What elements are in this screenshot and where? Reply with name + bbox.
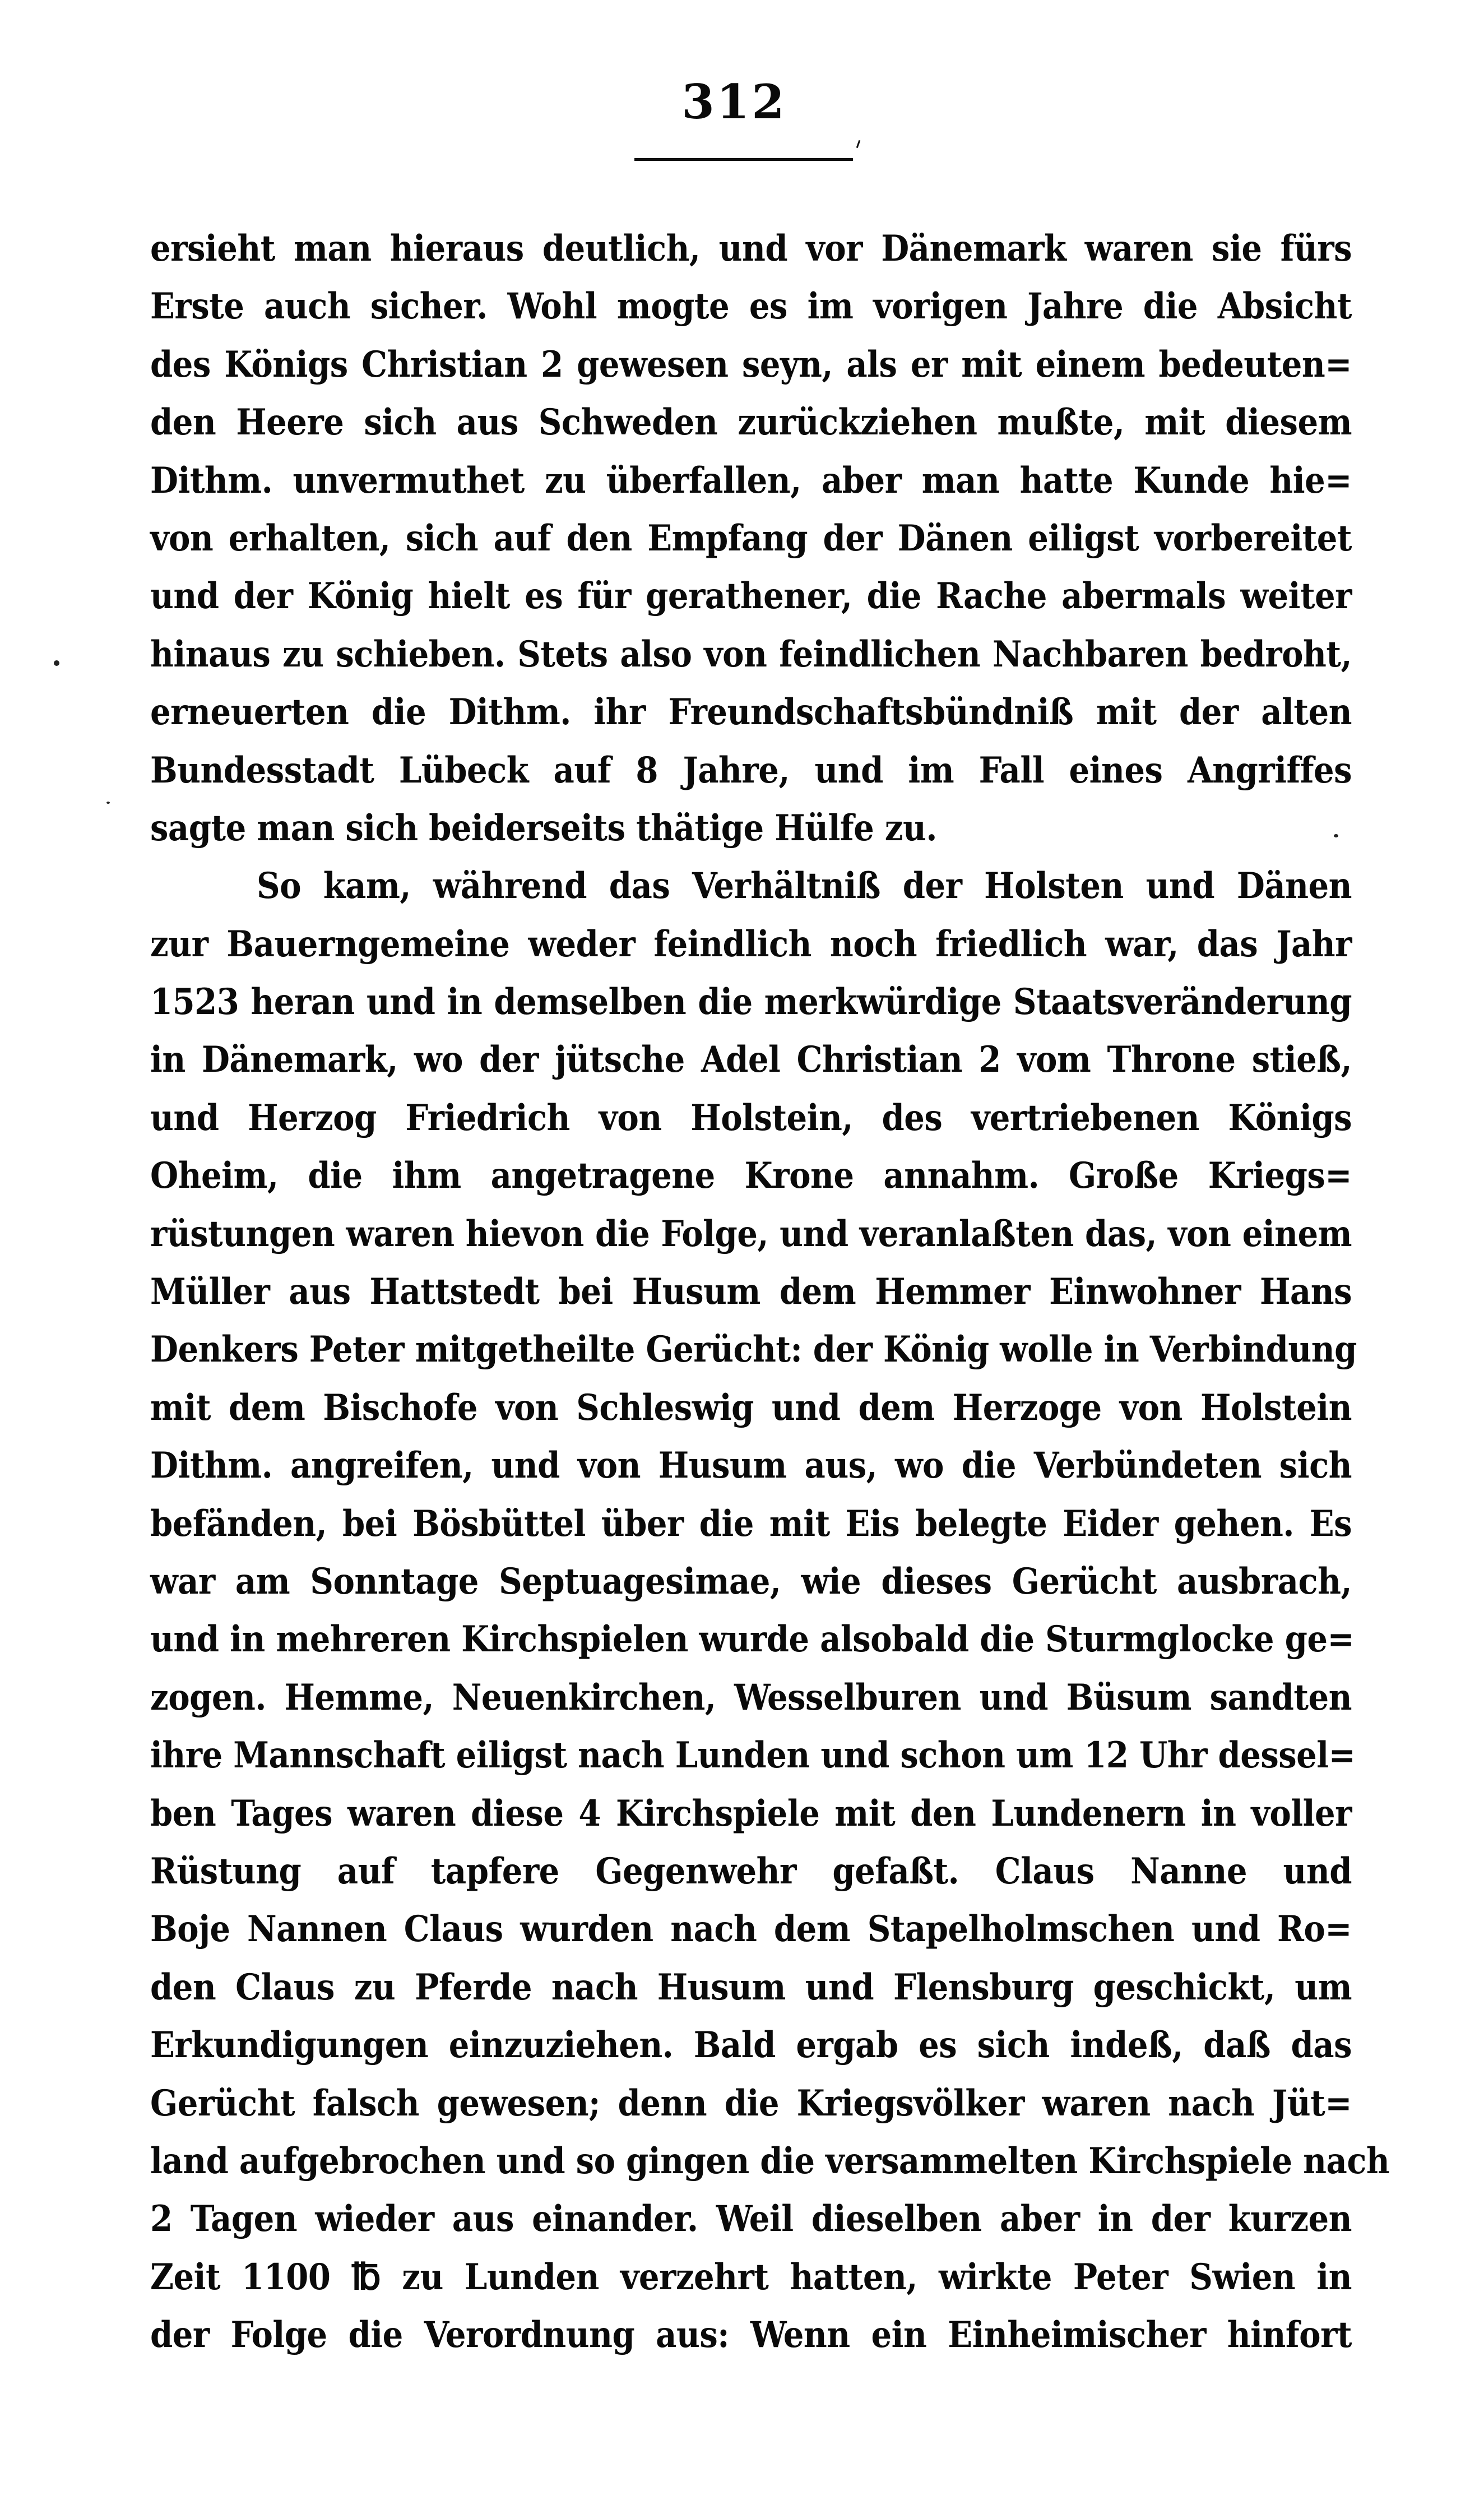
text-line: der Folge die Verordnung aus: Wenn ein Einheimischer hinfort [150,2314,1352,2357]
text-line: und Herzog Friedrich von Holstein, des vertriebenen Königs [150,1096,1352,1139]
text-line: Müller aus Hattstedt bei Husum dem Hemmer Einwohner Hans [150,1271,1352,1313]
scan-speck [106,802,110,804]
text-line: mit dem Bischofe von Schleswig und dem Herzoge von Holstein [150,1386,1352,1429]
text-line: rüstungen waren hievon die Folge, und veranlaßten das, von einem [150,1212,1352,1255]
text-line: Erste auch sicher. Wohl mogte es im vorigen Jahre die Absicht [150,285,1352,328]
text-line: und in mehreren Kirchspielen wurde alsobald die Sturmglocke ge= [150,1618,1355,1661]
text-line: Dithm. unvermuthet zu überfallen, aber man hatte Kunde hie= [150,459,1352,502]
text-line: von erhalten, sich auf den Empfang der Dänen eiligst vorbereitet [150,517,1352,559]
text-line: in Dänemark, wo der jütsche Adel Christian 2 vom Throne stieß, [150,1039,1352,1081]
text-line: ersieht man hieraus deutlich, und vor Dänemark waren sie fürs [150,228,1352,270]
text-line: erneuerten die Dithm. ihr Freundschaftsbündniß mit der alten [150,691,1352,734]
scan-speck [1334,834,1338,837]
text-line: 2 Tagen wieder aus einander. Weil dieselben aber in der kurzen [150,2198,1352,2240]
text-line: den Heere sich aus Schweden zurückziehen mußte, mit diesem [150,401,1352,444]
text-line: und der König hielt es für gerathener, die Rache abermals weiter [150,575,1352,618]
text-line: Gerücht falsch gewesen; denn die Kriegsvölker waren nach Jüt= [150,2082,1352,2124]
text-line: zogen. Hemme, Neuenkirchen, Wesselburen und Büsum sandten [150,1676,1352,1719]
print-mark [856,140,861,148]
header-rule [634,158,853,161]
text-line: 1523 heran und in demselben die merkwürdige Staatsveränderung [150,981,1352,1024]
text-line: den Claus zu Pferde nach Husum und Flensburg geschickt, um [150,1966,1352,2008]
text-line: Dithm. angreifen, und von Husum aus, wo die Verbündeten sich [150,1445,1352,1487]
text-line: land aufgebrochen und so gingen die versammelten Kirchspiele nach [150,2140,1390,2182]
text-line: war am Sonntage Septuagesimae, wie dieses Gerücht ausbrach, [150,1560,1352,1603]
text-line: Zeit 1100 ℔ zu Lunden verzehrt hatten, wirkte Peter Swien in [150,2256,1352,2298]
paragraph-start-line: So kam, während das Verhältniß der Holsten und Dänen [257,865,1352,908]
page-number: 312 [681,74,787,129]
text-line: ihre Mannschaft eiligst nach Lunden und schon um 12 Uhr dessel= [150,1734,1356,1777]
text-line: Erkundigungen einzuziehen. Bald ergab es sich indeß, daß das [150,2024,1352,2067]
paragraph-end-line: sagte man sich beiderseits thätige Hülfe zu. [150,807,937,849]
text-line: ben Tages waren diese 4 Kirchspiele mit den Lundenern in voller [150,1792,1352,1835]
text-line: des Königs Christian 2 gewesen seyn, als er mit einem bedeuten= [150,343,1352,386]
text-line: Oheim, die ihm angetragene Krone annahm. Große Kriegs= [150,1155,1352,1197]
text-line: befänden, bei Bösbüttel über die mit Eis belegte Eider gehen. Es [150,1502,1352,1545]
text-line: Rüstung auf tapfere Gegenwehr gefaßt. Claus Nanne und [150,1850,1352,1892]
text-line: Bundesstadt Lübeck auf 8 Jahre, und im Fall eines Angriffes [150,749,1352,791]
scan-speck [54,660,59,666]
text-line: zur Bauerngemeine weder feindlich noch friedlich war, das Jahr [150,923,1352,965]
text-line: Boje Nannen Claus wurden nach dem Stapelholmschen und Ro= [150,1908,1352,1951]
text-line: hinaus zu schieben. Stets also von feindlichen Nachbaren bedroht, [150,633,1352,675]
body-text [150,220,1390,2364]
text-line: Denkers Peter mitgetheilte Gerücht: der König wolle in Verbindung [150,1328,1357,1371]
